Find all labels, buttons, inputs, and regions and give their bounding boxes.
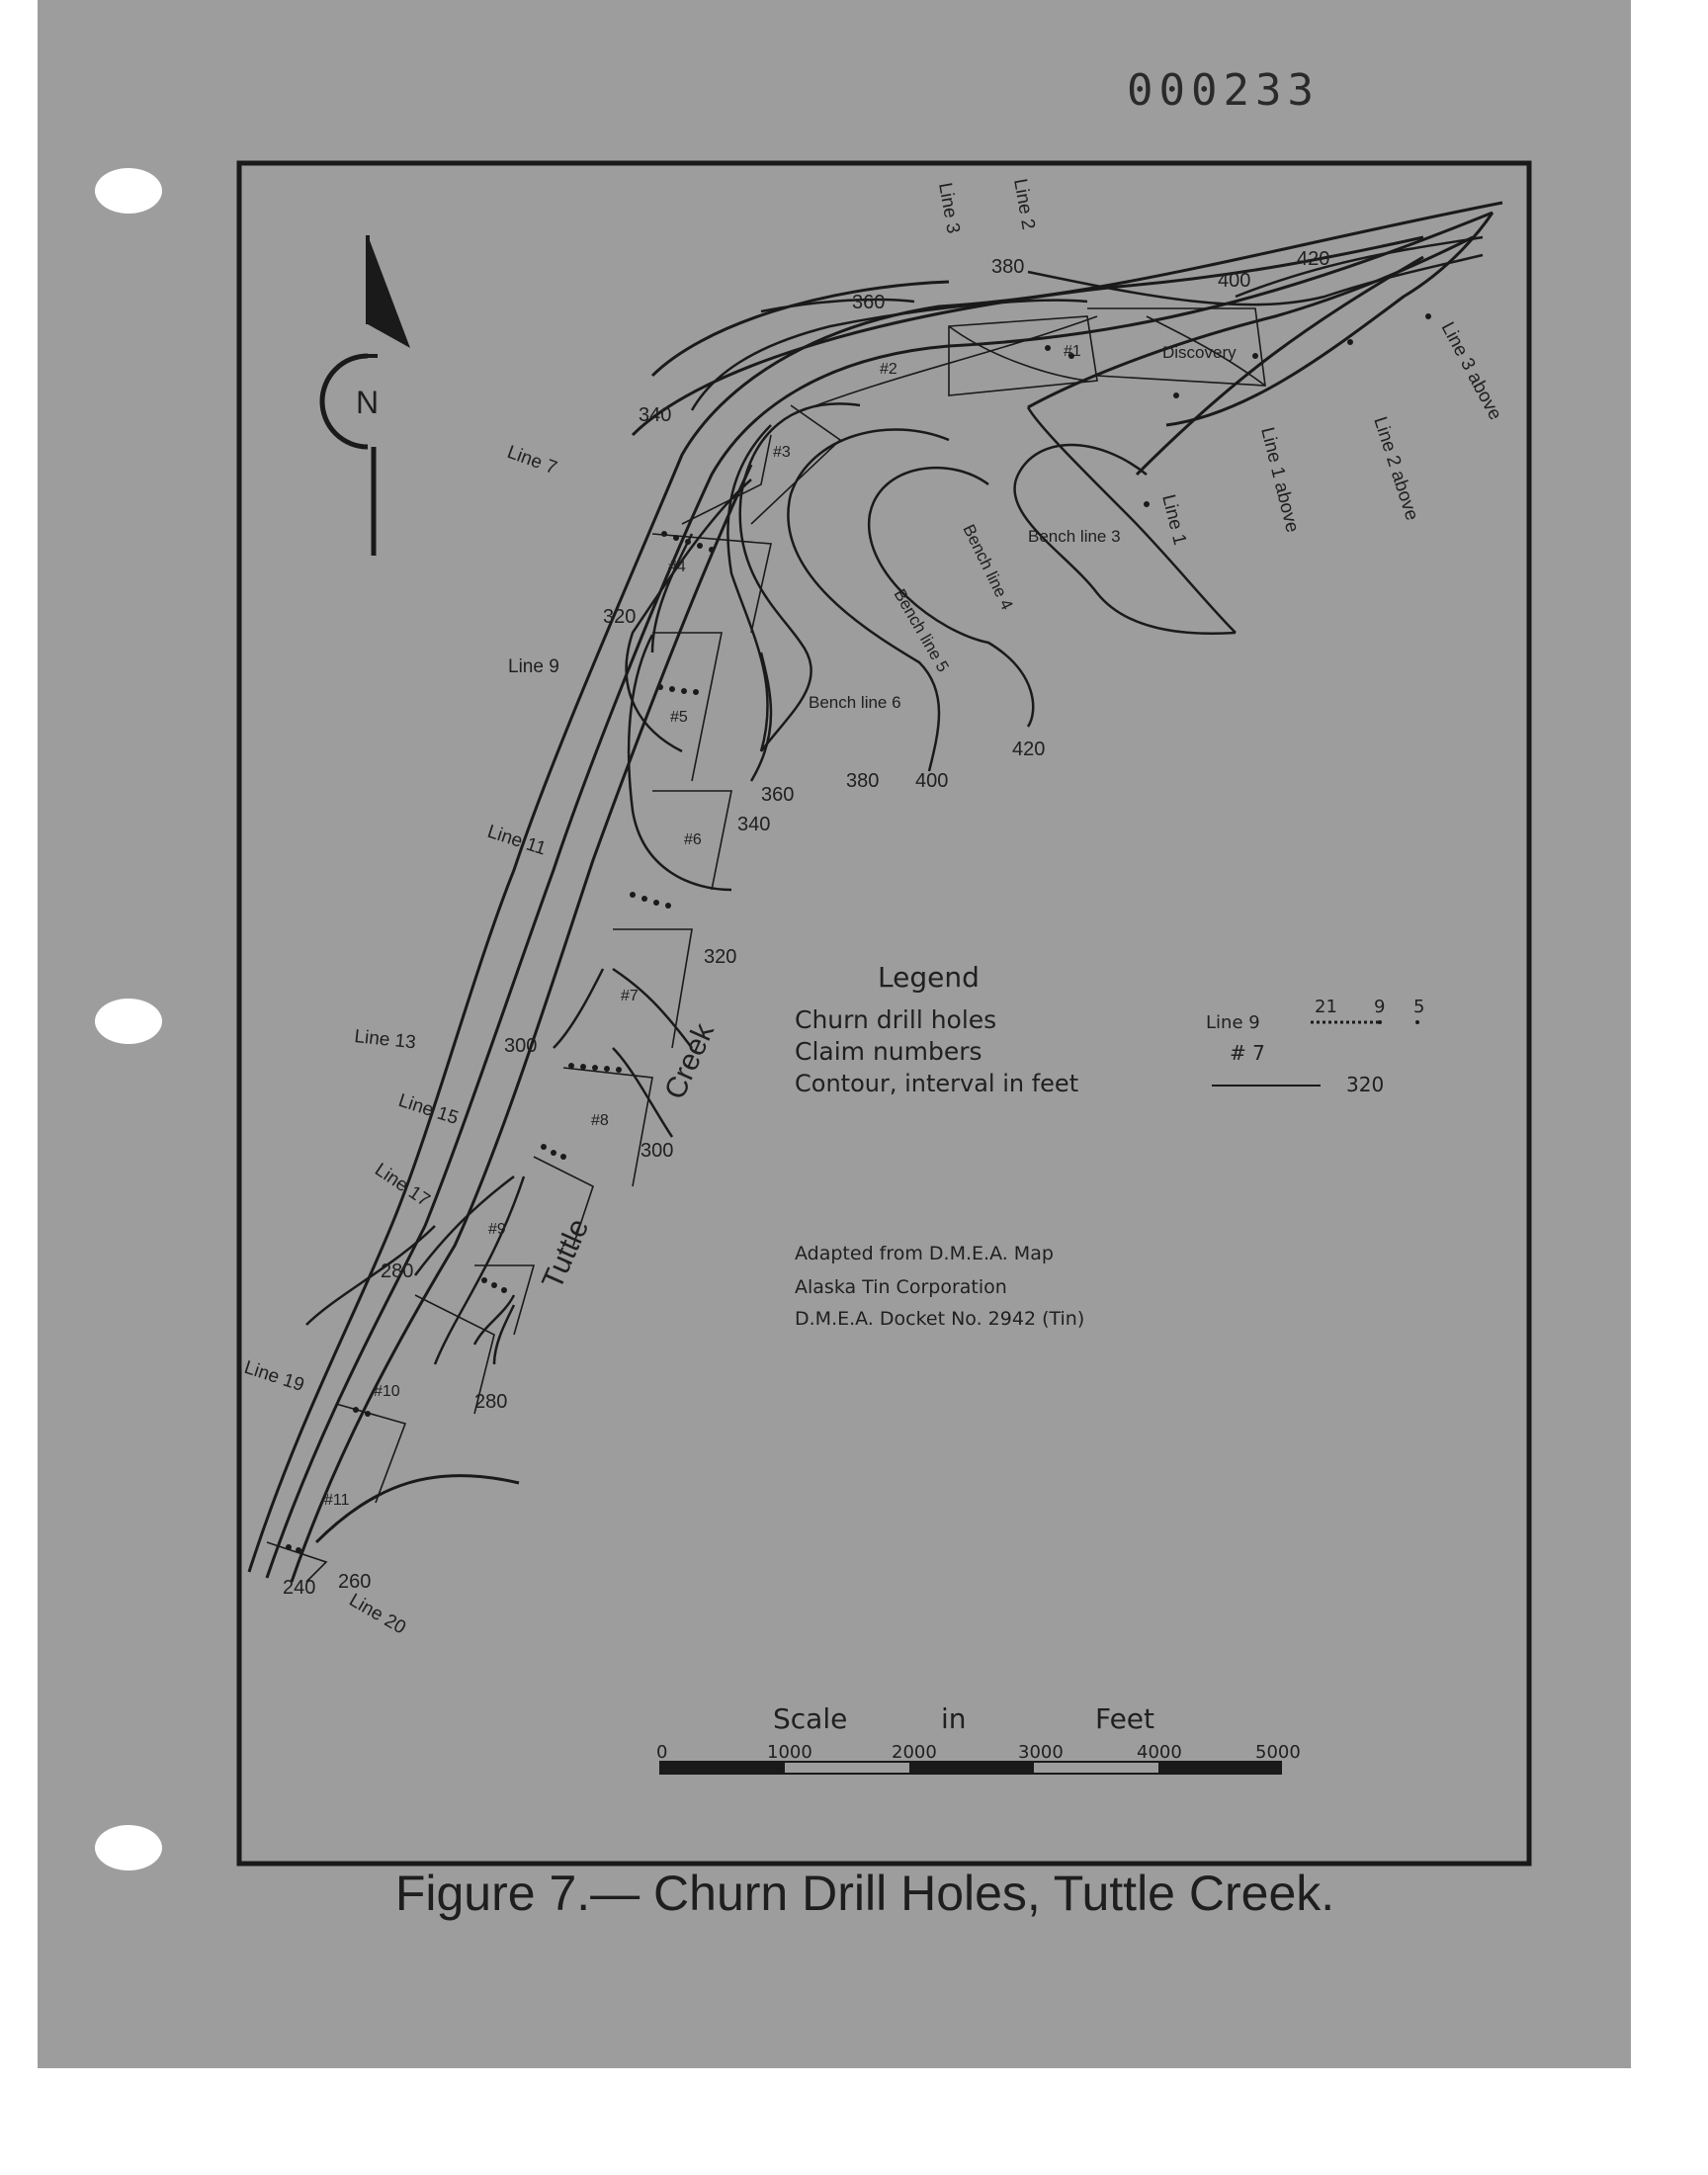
legend-sample: # 7 (1230, 1041, 1265, 1065)
contour-label: 380 (846, 770, 880, 792)
contour-label: 360 (761, 784, 795, 806)
claim-number: #9 (488, 1221, 506, 1238)
line-label: Line 1 (1157, 492, 1191, 548)
contour-label: 340 (639, 404, 672, 426)
credit-line: D.M.E.A. Docket No. 2942 (Tin) (795, 1308, 1085, 1330)
line-label: Line 3 above (1436, 318, 1506, 424)
claim-number: #5 (670, 709, 688, 726)
bench-label: Bench line 6 (809, 693, 901, 712)
legend-sample-value: 21 (1315, 997, 1337, 1017)
scale-title: Feet (1095, 1702, 1155, 1735)
contour-label: 340 (737, 814, 771, 835)
legend-sample: 320 (1346, 1073, 1385, 1096)
contour-label: 280 (474, 1391, 508, 1413)
line-label: Line 11 (484, 821, 549, 860)
line-label: Line 15 (395, 1089, 462, 1130)
figure-caption: Figure 7.— Churn Drill Holes, Tuttle Creek. (394, 1866, 1335, 1921)
scale-tick: 3000 (1018, 1742, 1064, 1763)
line-label: Line 19 (241, 1356, 307, 1397)
contour-label: 300 (504, 1035, 538, 1057)
contour-label: 300 (640, 1140, 674, 1162)
claim-number: #8 (591, 1112, 609, 1129)
drill-holes (286, 313, 1431, 1553)
scale-tick: 5000 (1255, 1742, 1301, 1763)
legend-sample-line: Line 9 (1206, 1012, 1260, 1033)
claim-number: #4 (668, 559, 686, 575)
legend-sample-value: 9 (1374, 997, 1386, 1017)
contour-label: 420 (1012, 739, 1046, 760)
north-arrow-icon (322, 235, 410, 556)
claim-number: #7 (621, 988, 639, 1004)
line-label: Line 17 (371, 1159, 434, 1212)
credit-note (795, 1243, 1084, 1330)
contour-label: 320 (704, 946, 737, 968)
contour-label: 320 (603, 606, 637, 628)
line-label: Line 13 (353, 1026, 417, 1054)
bench-label: Bench line 4 (959, 521, 1017, 613)
line-label: Line 2 above (1369, 414, 1422, 524)
scale-title: Scale (773, 1702, 848, 1735)
scale-tick: 1000 (767, 1742, 812, 1763)
scale-tick: 0 (656, 1742, 668, 1763)
bench-label: Bench line 5 (890, 585, 953, 676)
legend-label: Contour, interval in feet (795, 1070, 1079, 1097)
scale-tick: 2000 (892, 1742, 937, 1763)
legend (795, 961, 1424, 1097)
contour-label: 280 (381, 1261, 414, 1282)
claim-number: #1 (1064, 343, 1081, 360)
document-stamp-number: 000233 (1127, 65, 1320, 116)
contour-label: 400 (915, 770, 949, 792)
line-label: Line 7 (504, 441, 560, 479)
bench-label: Bench line 3 (1028, 527, 1121, 546)
claim-number: #2 (880, 361, 897, 378)
scale-tick: 4000 (1137, 1742, 1182, 1763)
claim-number: #6 (684, 831, 702, 848)
claim-labels (324, 343, 1081, 1509)
survey-lines (267, 308, 1265, 1582)
scale-bar (656, 1702, 1301, 1774)
contour-label: 380 (991, 256, 1025, 278)
line-label: Line 3 (934, 181, 964, 235)
creek-word: Creek (658, 1018, 721, 1104)
credit-line: Alaska Tin Corporation (795, 1276, 1007, 1298)
scale-title: in (941, 1702, 967, 1735)
line-label: Line 9 (508, 656, 559, 677)
line-label: Line 20 (345, 1590, 409, 1639)
contour-labels (283, 248, 1329, 1599)
claim-number: #10 (374, 1383, 400, 1400)
claim-number: #3 (773, 444, 791, 461)
discovery-label: Discovery (1162, 343, 1237, 362)
legend-sample-value: 5 (1413, 997, 1425, 1017)
line-label: Line 2 (1009, 177, 1039, 231)
contour-lines (306, 237, 1483, 1364)
creek-lines (249, 203, 1502, 1582)
contour-label: 400 (1218, 270, 1251, 292)
legend-label: Churn drill holes (795, 1005, 997, 1034)
contour-label: 360 (852, 292, 886, 313)
line-labels (241, 177, 1505, 1638)
line-label: Line 1 above (1256, 425, 1303, 535)
credit-line: Adapted from D.M.E.A. Map (795, 1243, 1054, 1264)
legend-title: Legend (878, 961, 980, 994)
contour-label: 260 (338, 1571, 372, 1593)
creek-word: Tuttle (536, 1213, 596, 1294)
legend-label: Claim numbers (795, 1037, 982, 1066)
contour-label: 240 (283, 1577, 316, 1599)
contour-label: 420 (1297, 248, 1330, 270)
claim-number: #11 (324, 1492, 350, 1509)
north-label: N (356, 385, 380, 420)
